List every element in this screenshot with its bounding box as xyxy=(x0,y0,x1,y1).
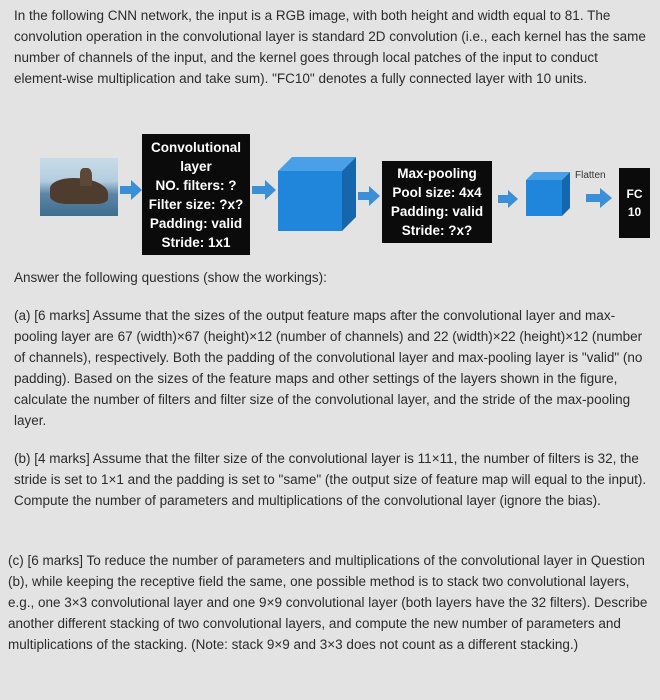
question-c xyxy=(8,550,650,655)
input-image-rock-peak xyxy=(80,168,92,186)
pool-box-line2: Pool size: 4x4 xyxy=(392,185,482,200)
answer-prompt: Answer the following questions (show the workings): xyxy=(14,270,327,285)
conv-box-line3: NO. filters: ? xyxy=(155,177,237,193)
fc-box-line1: FC xyxy=(626,187,643,201)
fc-box-line2: 10 xyxy=(627,205,642,219)
arrow-right-icon xyxy=(358,186,380,206)
conv-box-line2: layer xyxy=(180,158,212,174)
input-image xyxy=(40,158,118,216)
intro-paragraph: In the following CNN network, the input is a RGB image, with both height and width equal to 81. The convolution operation in the convolutional layer is standard 2D convolution (i.e., each kernel has the same number of channels of the input, and the kernel goes through local patches of the input to conduct element-wise multiplication and take sum). "FC10" denotes a fully connected layer with 10 units. xyxy=(14,8,646,86)
pool-box-line1: Max-pooling xyxy=(397,166,477,181)
input-image-rock xyxy=(50,178,108,204)
conv-box-line6: Stride: 1x1 xyxy=(161,234,231,250)
question-c-text2: , while keeping the receptive field the same, one possible method is to stack two convolutional layers, e.g., one 3×3 convolutional layer and one 9×9 convolutional layer (both layers have the 32 filters). Describe another different stacking of two convolutional layers, and compute the new number of parameters and multiplications of the stacking. (Note: stack 9×9 and 3×3 does not count as a different stacking.) xyxy=(8,574,648,652)
conv-box-line4: Filter size: ?x? xyxy=(148,196,244,212)
conv-box-line5: Padding: valid xyxy=(149,215,243,231)
question-a-text: Assume that the sizes of the output feature maps after the convolutional layer and max-pooling layer are 67 (width)×67 (height)×12 (number of channels) and 22 (width)×22 (height)×12 (number of channels), respectively. Both the padding of the convolutional layer and max-pooling layer is "valid" (no padding). Based on the sizes of the feature maps and other settings of the layers shown in the figure, calculate the number of filters and filter size of the convolutional layer, and the stride of the max-pooling layer. xyxy=(14,308,643,428)
arrow-right-icon xyxy=(252,180,276,200)
question-b xyxy=(14,448,650,511)
arrow-right-icon xyxy=(498,190,518,208)
arrow-right-icon xyxy=(120,180,142,200)
question-c-text1: To reduce the number of parameters and multiplications of the convolutional layer in xyxy=(83,553,591,568)
question-c-label: (c) [6 marks] xyxy=(8,553,84,568)
question-a xyxy=(14,305,650,431)
conv-box-line1: Convolutional xyxy=(151,139,241,155)
question-a-label: (a) [6 marks] xyxy=(14,308,90,323)
pool-box-line3: Padding: valid xyxy=(390,204,484,219)
pooled-map-cube-icon xyxy=(526,172,570,216)
conv-layer-box xyxy=(142,134,250,255)
maxpool-layer-box xyxy=(382,161,492,243)
question-b-label: (b) [4 marks] xyxy=(14,451,90,466)
pool-box-line4: Stride: ?x? xyxy=(401,223,473,238)
question-b-text: Assume that the filter size of the convolutional layer is 11×11, the number of filters is 32, the stride is set to 1×1 and the padding is set to "same" (the output size of feature map will equal to the input). Compute the number of parameters and multiplications of the convolutional layer (ignore the bias). xyxy=(14,451,647,508)
feature-map-cube-icon xyxy=(278,157,356,231)
cnn-figure xyxy=(0,130,660,260)
flatten-label: Flatten xyxy=(575,170,606,181)
fc-layer-box xyxy=(619,168,650,238)
question-c-ref: Question (b) xyxy=(8,553,645,589)
arrow-right-icon xyxy=(586,188,612,208)
